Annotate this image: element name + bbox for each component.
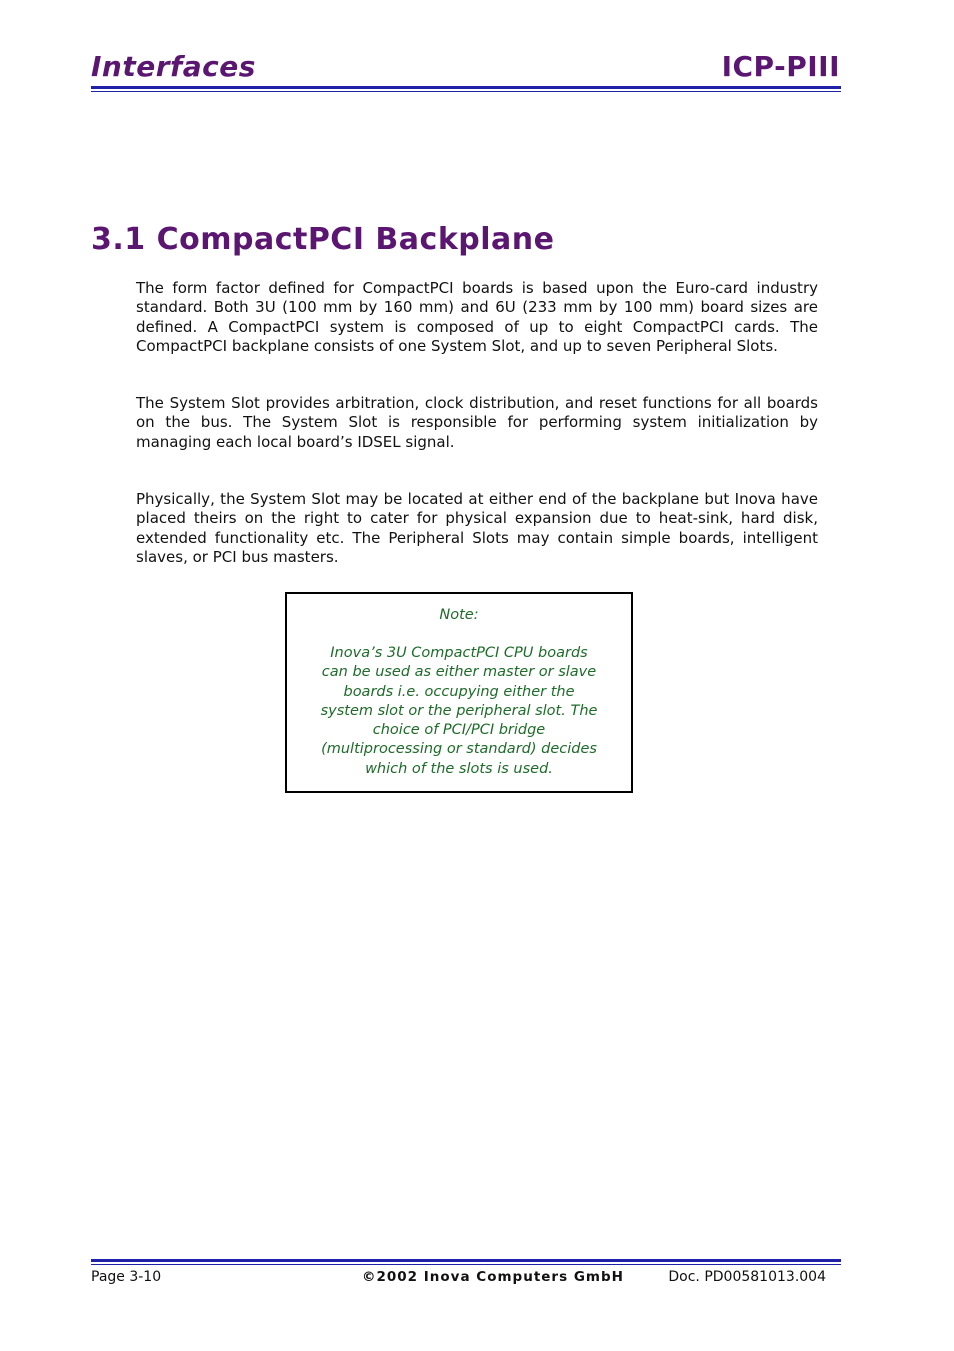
note-label: Note: bbox=[439, 607, 479, 623]
paragraph-physical-layout: Physically, the System Slot may be located at either end of the backplane but Inova have placed theirs on the right to cater for physical expansion due to heat-sink, hard disk, extended functionality etc. The Peripheral Slots may contain simple boards, intelligent slaves, or PCI bus masters. bbox=[136, 490, 818, 567]
note-text: Inova’s 3U CompactPCI CPU boards can be used as either master or slave boards i.e. occupying either the system slot or the peripheral slot. The choice of PCI/PCI bridge (multiprocessing or standard) decides which of the slots is used. bbox=[320, 645, 598, 777]
note-box bbox=[285, 592, 633, 793]
header-right-title: ICP-PIII bbox=[721, 50, 840, 83]
header-left-title: Interfaces bbox=[91, 50, 256, 83]
header-rule-thin bbox=[91, 91, 841, 92]
header-rule-thick bbox=[91, 86, 841, 89]
footer-rule-thin bbox=[91, 1264, 841, 1265]
footer-copyright: ©2002 Inova Computers GmbH bbox=[362, 1269, 624, 1285]
paragraph-system-slot: The System Slot provides arbitration, clock distribution, and reset functions for all boards on the bus. The System Slot is responsible for performing system initialization by managing each local board’s IDSEL signal. bbox=[136, 394, 818, 451]
footer-page-number: Page 3-10 bbox=[91, 1269, 162, 1285]
footer-doc-number: Doc. PD00581013.004 bbox=[668, 1269, 826, 1285]
section-title: 3.1 CompactPCI Backplane bbox=[91, 222, 555, 257]
paragraph-form-factor: The form factor defined for CompactPCI boards is based upon the Euro-card industry standard. Both 3U (100 mm by 160 mm) and 6U (233 mm by 100 mm) board sizes are defined. A CompactPCI system is composed of up to eight CompactPCI cards. The CompactPCI backplane consists of one System Slot, and up to seven Peripheral Slots. bbox=[136, 279, 818, 356]
footer-rule-thick bbox=[91, 1259, 841, 1262]
